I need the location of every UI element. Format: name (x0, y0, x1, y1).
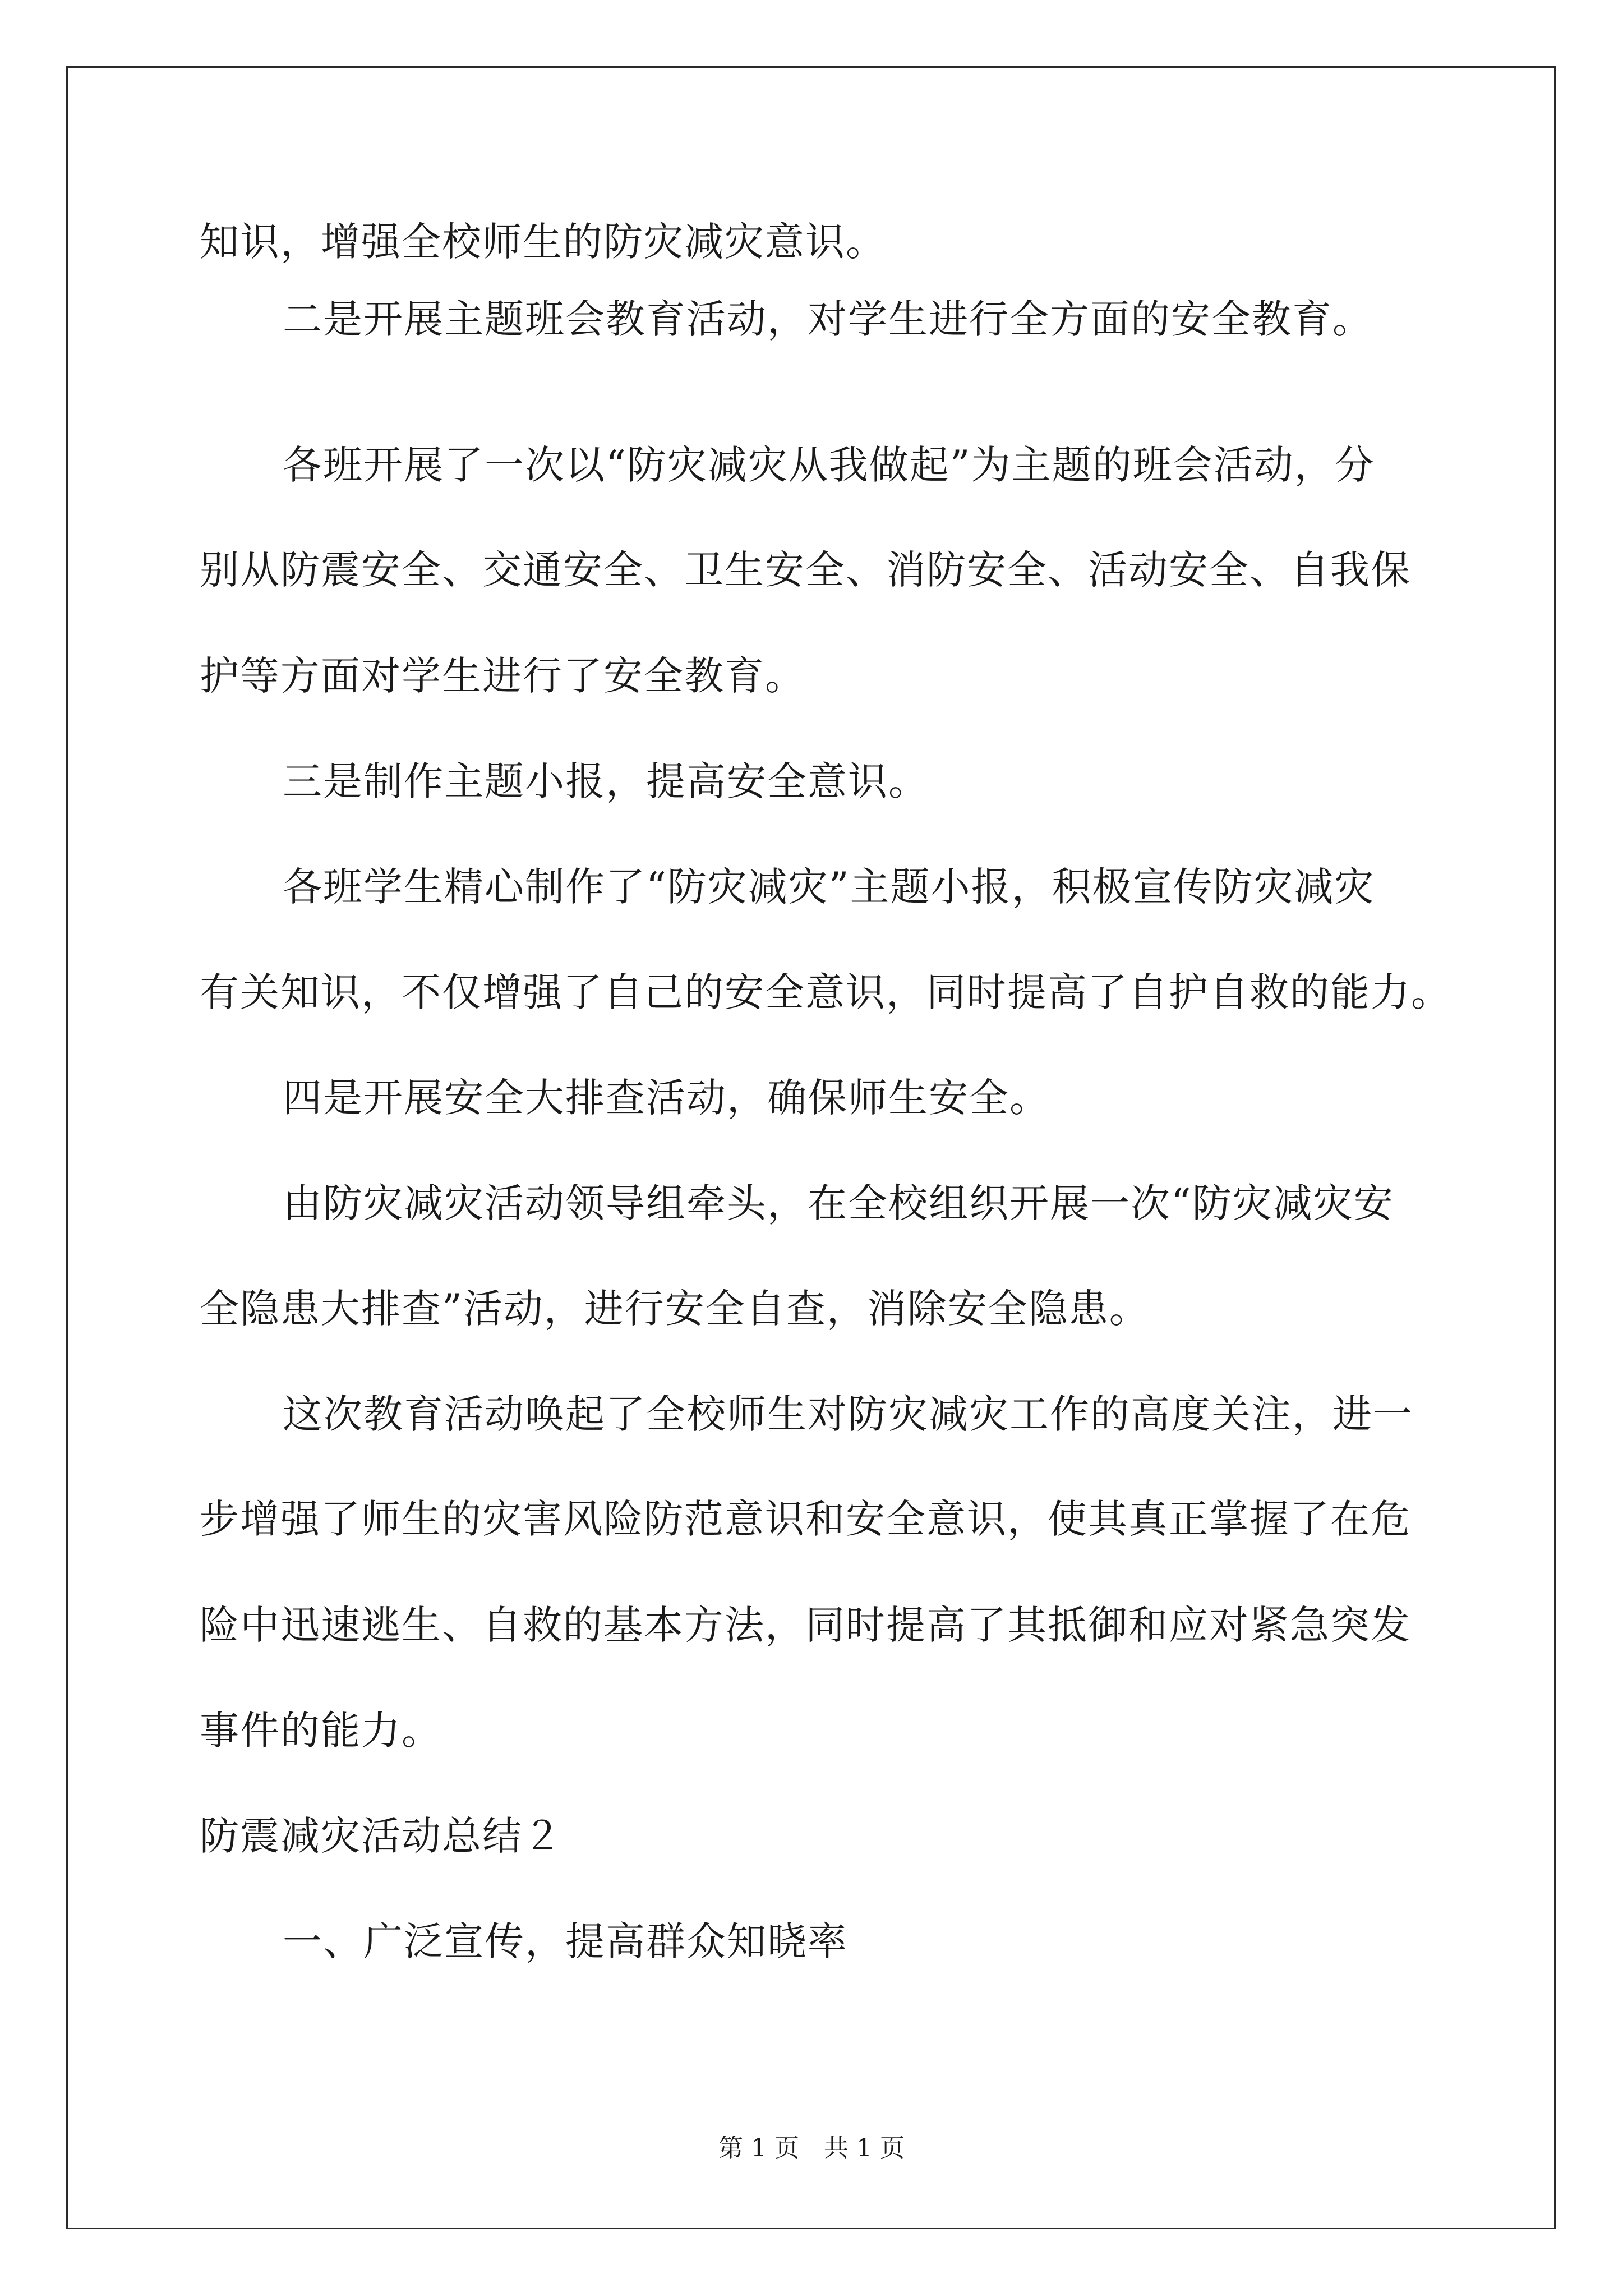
text-line: 各班学生精心制作了“防灾减灾”主题小报，积极宣传防灾减灾 (283, 864, 1375, 910)
text-line: 有关知识，不仅增强了自己的安全意识，同时提高了自护自救的能力。 (200, 969, 1451, 1015)
text-line: 各班开展了一次以“防灾减灾从我做起”为主题的班会活动，分 (283, 442, 1375, 488)
text-line: 知识，增强全校师生的防灾减灾意识。 (200, 219, 886, 265)
text-line: 险中迅速逃生、自救的基本方法，同时提高了其抵御和应对紧急突发 (200, 1602, 1411, 1648)
page-border (66, 66, 1556, 2229)
page-number: 第 1 页 (718, 2134, 799, 2162)
text-line: 这次教育活动唤起了全校师生对防灾减灾工作的高度关注，进一 (283, 1391, 1413, 1437)
text-line: 一、广泛宣传，提高群众知晓率 (283, 1918, 848, 1964)
page-footer (0, 2136, 1623, 2161)
text-line: 护等方面对学生进行了安全教育。 (200, 653, 805, 699)
text-line: 全隐患大排查”活动，进行安全自查，消除安全隐患。 (200, 1286, 1150, 1332)
text-line: 别从防震安全、交通安全、卫生安全、消防安全、活动安全、自我保 (200, 547, 1411, 593)
text-line: 由防灾减灾活动领导组牵头，在全校组织开展一次“防灾减灾安 (283, 1180, 1394, 1226)
text-line: 步增强了师生的灾害风险防范意识和安全意识，使其真正掌握了在危 (200, 1496, 1411, 1542)
page-total: 共 1 页 (824, 2134, 905, 2162)
text-line: 二是开展主题班会教育活动，对学生进行全方面的安全教育。 (283, 296, 1373, 342)
text-line: 三是制作主题小报，提高安全意识。 (283, 758, 929, 804)
text-line: 事件的能力。 (200, 1708, 442, 1754)
section-heading: 防震减灾活动总结２ (200, 1813, 563, 1859)
text-line: 四是开展安全大排查活动，确保师生安全。 (283, 1075, 1050, 1121)
